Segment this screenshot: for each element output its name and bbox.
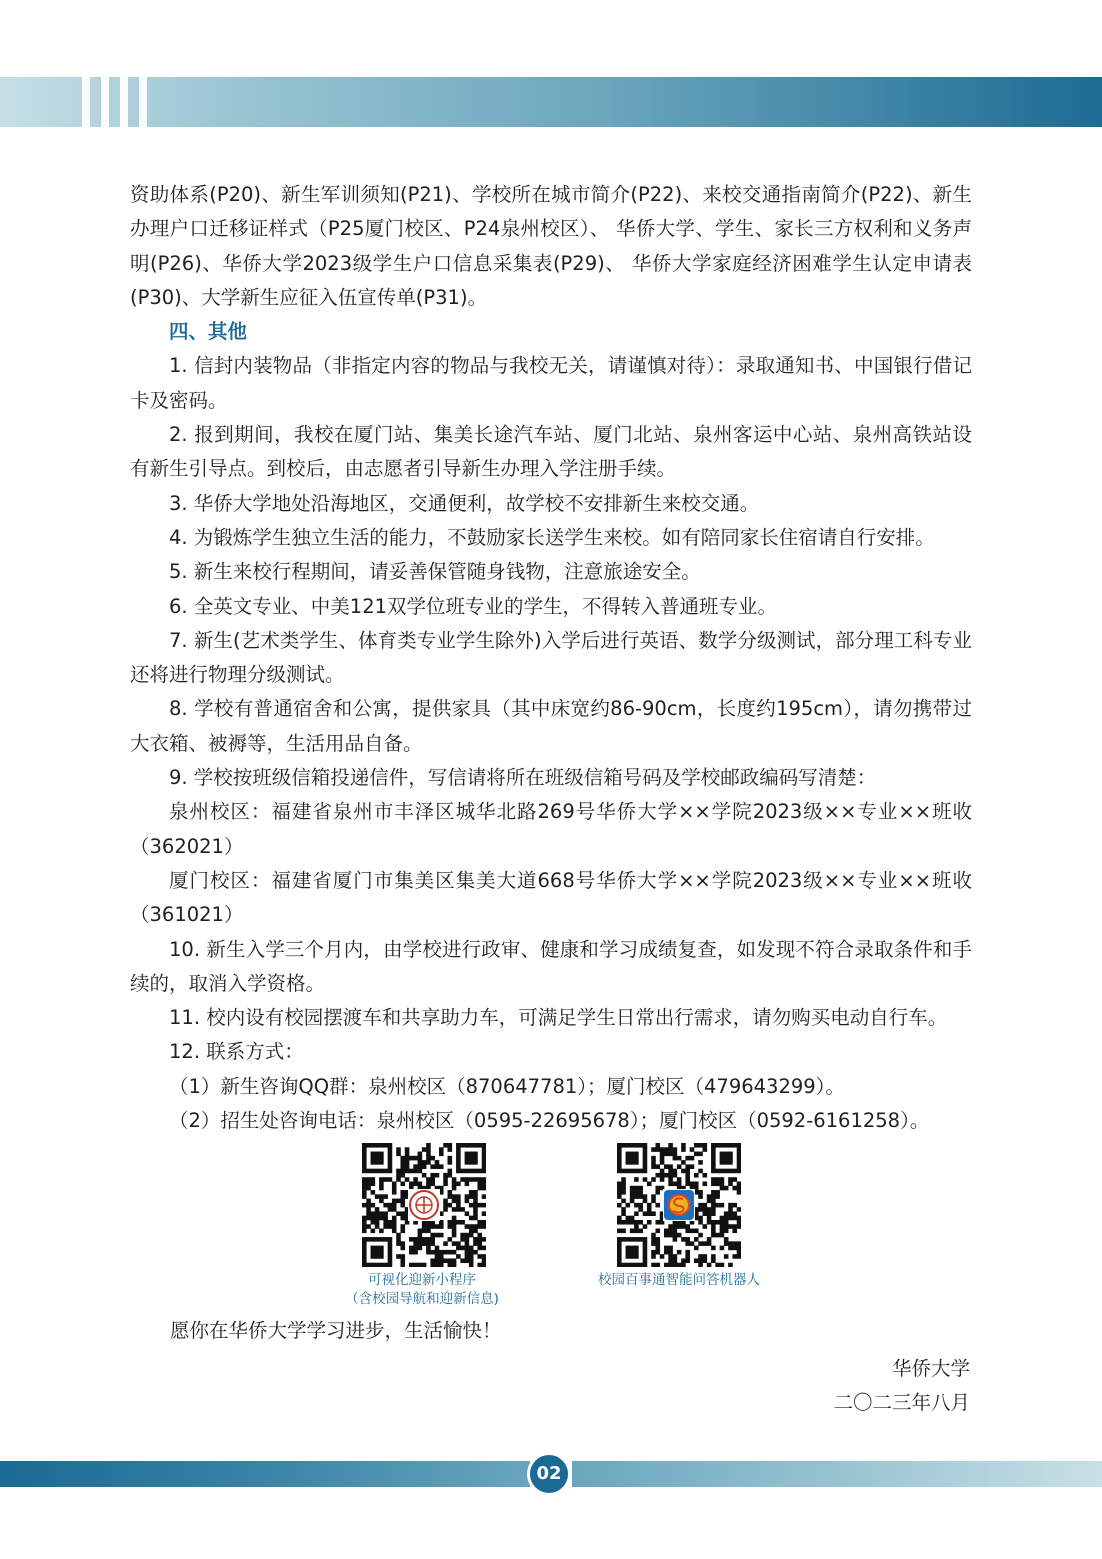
- list-item: 4. 为锻炼学生独立生活的能力，不鼓励家长送学生来校。如有陪同家长住宿请自行安排。: [169, 525, 935, 549]
- qr-code-miniprogram[interactable]: [362, 1143, 486, 1267]
- list-item: 1. 信封内装物品（非指定内容的物品与我校无关，请谨慎对待）：录取通知书、中国银行借记卡及密码。: [130, 354, 972, 412]
- section-heading: 四、其他: [169, 320, 248, 344]
- header-stripes: [82, 77, 158, 127]
- footer-band-right: [572, 1461, 1102, 1487]
- signature-org: 华侨大学: [891, 1357, 970, 1380]
- address-xiamen: 厦门校区：福建省厦门市集美区集美大道668号华侨大学××学院2023级××专业××班收（361021）: [130, 868, 972, 927]
- list-item: 6. 全英文专业、中美121双学位班专业的学生，不得转入普通班专业。: [169, 594, 778, 618]
- list-item: 3. 华侨大学地处沿海地区，交通便利，故学校不安排新生来校交通。: [169, 491, 760, 515]
- main-content: [130, 178, 972, 1138]
- header-band: [0, 77, 1102, 127]
- list-item: 11. 校内设有校园摆渡车和共享助力车，可满足学生日常出行需求，请勿购买电动自行车。: [169, 1006, 948, 1030]
- list-item: 7. 新生(艺术类学生、体育类专业学生除外)入学后进行英语、数学分级测试，部分理工科专业还将进行物理分级测试。: [130, 628, 972, 687]
- contact-phone: （2）招生处咨询电话：泉州校区（0595-22695678）；厦门校区（0592-6161258）。: [169, 1109, 930, 1133]
- closing-remark: 愿你在华侨大学学习进步，生活愉快！: [170, 1319, 502, 1342]
- signature-date: 二〇二三年八月: [833, 1391, 970, 1414]
- qr-caption-chatbot: 校园百事通智能问答机器人: [598, 1272, 760, 1288]
- list-item: 5. 新生来校行程期间，请妥善保管随身钱物，注意旅途安全。: [169, 560, 701, 584]
- page-number: 02: [527, 1452, 571, 1496]
- list-item: 10. 新生入学三个月内，由学校进行政审、健康和学习成绩复查，如发现不符合录取条件和手续的，取消入学资格。: [130, 937, 972, 995]
- qr-code-chatbot[interactable]: [617, 1143, 741, 1267]
- list-item: 8. 学校有普通宿舍和公寓，提供家具（其中床宽约86-90cm，长度约195cm），请勿携带过大衣箱、被褥等，生活用品自备。: [130, 697, 972, 755]
- list-item: 9. 学校按班级信箱投递信件，写信请将所在班级信箱号码及学校邮政编码写清楚：: [169, 766, 877, 790]
- contact-qq: （1）新生咨询QQ群：泉州校区（870647781）；厦门校区（479643299）。: [169, 1074, 845, 1098]
- paragraph-intro: 资助体系(P20)、新生军训须知(P21)、学校所在城市简介(P22)、来校交通指南简介(P22)、新生办理户口迁移证样式（P25厦门校区、P24泉州校区）、 华侨大学、学生、家长三方权利和义务声明(P26)、华侨大学2023级学生户口信息采集表(P29)、 华侨大学家庭经济困难学生认定申请表(P30)、大学新生应征入伍宣传单(P31)。: [130, 183, 972, 309]
- list-item: 2. 报到期间，我校在厦门站、集美长途汽车站、厦门北站、泉州客运中心站、泉州高铁站设有新生引导点。到校后，由志愿者引导新生办理入学注册手续。: [130, 423, 972, 481]
- footer-band-left: [0, 1461, 530, 1487]
- signature-block: [833, 1352, 970, 1420]
- qr-code-area: [0, 1143, 1102, 1313]
- list-item: 12. 联系方式：: [169, 1040, 304, 1064]
- qr-caption-miniprogram: 可视化迎新小程序 （含校园导航和迎新信息): [345, 1272, 499, 1307]
- address-quanzhou: 泉州校区：福建省泉州市丰泽区城华北路269号华侨大学××学院2023级××专业××班收（362021）: [130, 800, 972, 858]
